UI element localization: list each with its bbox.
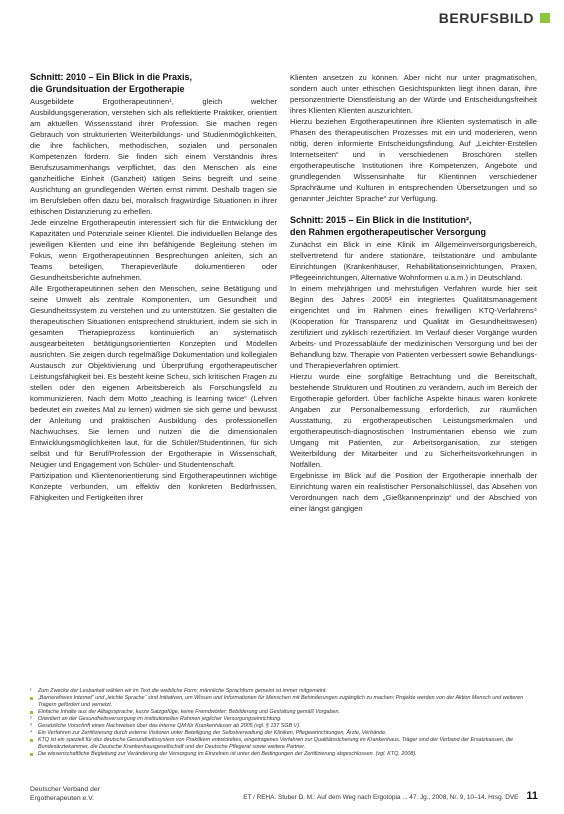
publisher-line: Ergotherapeuten e.V. xyxy=(30,794,94,802)
right-column xyxy=(290,72,537,514)
heading-line: Schnitt: 2010 – Ein Blick in die Praxis, xyxy=(30,72,193,82)
footnote xyxy=(30,695,538,709)
footnote xyxy=(30,709,538,716)
section-marker-icon xyxy=(540,13,550,23)
bullet-icon xyxy=(30,711,33,714)
section-title: BERUFSBILD xyxy=(438,10,534,26)
footnote-number: ¹ xyxy=(30,688,32,694)
footnotes xyxy=(30,688,538,758)
paragraph: Hierzu beziehen Ergotherapeutinnen ihre Klienten systematisch in alle Phasen des therapeutischen Prozesses mit ein und moderieren, wenn nötig, deren informierte Entscheidungsfindung. Auf „Leichter-Erstellen Internetseiten“ und in verschiedenen Broschüren stellen ergotherapeutische Institutionen ihre Kompetenzen, Angebote und grundlegenden Wissensinhalte für Klientinnen verschiedener Sprachräume und Kulturen in entsprechenden Übersetzungen und so genannter „leichter Sprache“ zur Verfügung. xyxy=(290,117,537,203)
footnote-text: Zum Zwecke der Lesbarkeit wählen wir im Text die weibliche Form; männliche Sprachform gemeint ist immer mitgemeint. xyxy=(38,688,327,694)
heading-line: Schnitt: 2015 – Ein Blick in die Institution², xyxy=(290,215,472,225)
footer-citation xyxy=(243,790,538,802)
footnote-text: Einfache Inhalte aus der Alltagssprache, kurze Satzgefüge, keine Fremdwörter; Bebilderung und Gestaltung gemäß Vorgaben. xyxy=(38,709,340,715)
citation-text: ET / REHA. Stuber D. M.: Auf dem Weg nach Ergotopia ... 47. Jg., 2008, Nr. 9, 10–14. Hrsg. DVE xyxy=(243,794,519,801)
paragraph: Alle Ergotherapeutinnen sehen den Menschen, seine Betätigung und seine Umwelt als zentrale Komponenten, um Gesundheit und Gesundheitssystem zu verstehen und zu unterstützen. Sie gestalten die therapeutischen Situationen entsprechend strukturiert, indem sie sich in gesamten Therapieprozess kontinuierlich an systematisch ausgearbeiteten betätigungsorientierten Konzepten und Modellen ausrichten. Sie zeigen durch regelmäßige Dokumentation und kollegialen Austausch zur Objektivierung und Überprüfung ergotherapeutischer Leistungsfähigkeit bei. Es besteht keine Scheu, sich kritischen Fragen zu stellen oder den eigenen Arbeitsbereich als Forschungsfeld zu kommunizieren. Nach dem Motto „teaching is learning twice“ (Lehren bedeutet ein zweites Mal zu lernen) widmen sie sich gerne und bewusst der Anleitung und praktischen Ausbildung des professionellen Nachwuchses. Sie lernen und nutzen die die dimensionalen Entwicklungsmöglichkeiten laut, für die Schüler/Studentinnen, für sich selbst und für Beruf/Profession der Ergotherapie in Wissenschaft, Neugier und Engagement von Schüler- und Studentenschaft. xyxy=(30,284,277,469)
page-number: 11 xyxy=(526,790,538,802)
section-heading-2015 xyxy=(290,215,537,238)
section-heading-2010 xyxy=(30,72,277,95)
bullet-icon xyxy=(30,739,33,742)
footnote xyxy=(30,730,538,737)
paragraph: In einem mehrjährigen und mehrstufigen Verfahren wurde hier seit Beginn des Jahres 2005³ ein integriertes Qualitätsmanagement eingerichtet und im Rahmen eines freiwilligen KTQ-Verfahrens⁴ (Kooperation für Transparenz und Qualität im Gesundheitswesen) zertifiziert und zyklisch rezertifiziert. Im Verlauf dieser Vorgänge wurden Arbeits- und Prozessabläufe der medizinischen Versorgung und bei der Behandlung bzw. Therapie von Patienten verbessert sowie Behandlungs- und Therapieverfahren optimiert. xyxy=(290,284,537,370)
footnote-text: Ein Verfahren zur Zertifizierung durch externe Visitoren unter Beteiligung der Selbstverwaltung der Kliniken, Pflegeeinrichtungen, Ärzte, Verbände. xyxy=(38,730,387,736)
page-header xyxy=(0,6,550,30)
paragraph: Hierzu wurde eine sorgfältige Betrachtung und die Bereitschaft, bestehende Strukturen und Routinen zu verändern, auch im Bereich der Ergotherapie gefordert. Über fachliche Aspekte hinaus waren konkrete Angaben zur Personalbemessung erforderlich, zur räumlichen Ausstattung, zu ergotherapeutischen Leistungsmerkmalen und ergotherapeutisch-diagnostischen Instrumentarien ebenso wie zum Umgang mit Patienten, zur Arbeitsorganisation, zur stetigen Weiterbildung der Mitarbeiter und zu Sicherheitsvorkehrungen in Notfällen. xyxy=(290,372,537,469)
footnote xyxy=(30,751,538,758)
footnote-text: Die wissenschaftliche Begleitung zur Veränderung der Versorgung im Einzelnen ist unter den Bedingungen der Zertifizierung abgeschlossen. (vgl. KTQ, 2008). xyxy=(38,751,417,757)
left-column xyxy=(30,72,277,514)
footnote xyxy=(30,737,538,751)
paragraph: Ergebnisse im Blick auf die Position der Ergotherapie innerhalb der Einrichtung waren ein realistischer Personalschlüssel, das Absehen von Verordnungen nach dem „Gießkannenprinzip“ und der Abschied von einer längst gängigen xyxy=(290,471,537,513)
heading-line: den Rahmen ergotherapeutischer Versorgung xyxy=(290,226,487,237)
paragraph: Ausgebildete Ergotherapeutinnen¹, gleich welcher Ausbildungsgeneration, verstehen sich als reflektierte Praktiker, orientiert am aktuellen Wissensstand ihrer Profession. Sie machen regen Gebrauch von strukturierten Weiterbildungs- und Studienmöglichkeiten, die ihre fachlichen, methodischen, sozialen und personalen Kompetenzen fördern. Sie finden sich einem Verständnis ihres Berufszusammenhangs verpflichtet, das den Menschen als eine ganzheitliche Einheit (Ganzheit) tätigen Seins begreift und seine Ausrichtung an grundlegenden Werten ernst nimmt. Deshalb tragen sie im Berufsleben offen dazu bei, moralisch fragwürdige Situationen in ihrer ethischen Distanzierung zu erhellen. xyxy=(30,97,277,216)
heading-line: die Grundsituation der Ergotherapie xyxy=(30,83,185,94)
footnote-text: Orientiert an der Gesundheitsversorgung im institutionellen Rahmen jeglicher Versorgungseinrichtung. xyxy=(38,716,282,722)
article-body xyxy=(30,72,538,514)
paragraph: Jede einzelne Ergotherapeutin interessiert sich für die Entwicklung der Kapazitäten und Potenziale seiner Klientel. Die individuellen Belange des jeweiligen Klienten und eine ihn befähigende Begleitung stehen im Fokus, wenn Ergotherapeutinnen Besprechungen anleiten, sich an Teams beteiligen, Therapieverläufe dokumentieren oder Gesundheitsberichte aufnehmen. xyxy=(30,218,277,282)
page-footer xyxy=(30,784,538,808)
footnote-text: Gesetzliche Vorschrift eines Nachweises über das interne QM für Krankenhäuser ab 2005 (vgl. § 137 SGB V). xyxy=(38,723,301,729)
footnote xyxy=(30,688,538,695)
footnote-text: „Barrierefreies Internet“ und „leichte Sprache“ sind Initiativen, um Wissen und Informationen für Menschen mit Behinderungen zugänglich zu machen; Projekte werden von der Aktion Mensch und weiteren Trägern gefördert und vernetzt. xyxy=(38,695,524,708)
bullet-icon xyxy=(30,697,33,700)
footnote xyxy=(30,723,538,730)
publisher-line: Deutscher Verband der xyxy=(30,786,100,793)
footnote-number: ³ xyxy=(30,723,32,729)
bullet-icon xyxy=(30,753,33,756)
paragraph: Klienten ansetzen zu können. Aber nicht nur unter pragmatischen, sondern auch unter ethischen Gesichtspunkten liegt ihnen daran, ihre personzentrierte Dienstleistung an der Würde und Entscheidungsfreiheit ihres Klienten Klienten auszurichten. xyxy=(290,73,537,115)
footnote-number: ² xyxy=(30,716,32,722)
publisher-name xyxy=(30,786,150,803)
paragraph: Zunächst ein Blick in eine Klinik im Allgemeinversorgungsbereich, stellvertretend für andere stationäre, teilstationäre und ambulante Einrichtungen (Krankenhäuser, Rehabilitationseinrichtungen, Praxen, Pflegeeinrichtungen, Alternative Wohnformen u.a.m.) in Deutschland. xyxy=(290,240,537,282)
footnote xyxy=(30,716,538,723)
footnote-text: KTQ ist ein speziell für das deutsche Gesundheitssystem von Praktikern entwickeltes, eingetragenes Verfahren zur Qualitätssicherung im Krankenhaus. Träger sind der Verband der Ersatzkassen, die Bundesärztekammer, die Deutsche Krankenhausgesellschaft und der Deutsche Pflegerat sowie weitere Partner. xyxy=(38,737,514,750)
paragraph: Partizipation und Klientenorientierung sind Ergotherapeutinnen wichtige Konzepte verbunden, um effektiv den konkreten Bedürfnissen, Fähigkeiten und Fertigkeiten ihrer xyxy=(30,471,277,502)
spacer xyxy=(290,204,537,215)
footnote-number: ⁴ xyxy=(30,730,33,736)
